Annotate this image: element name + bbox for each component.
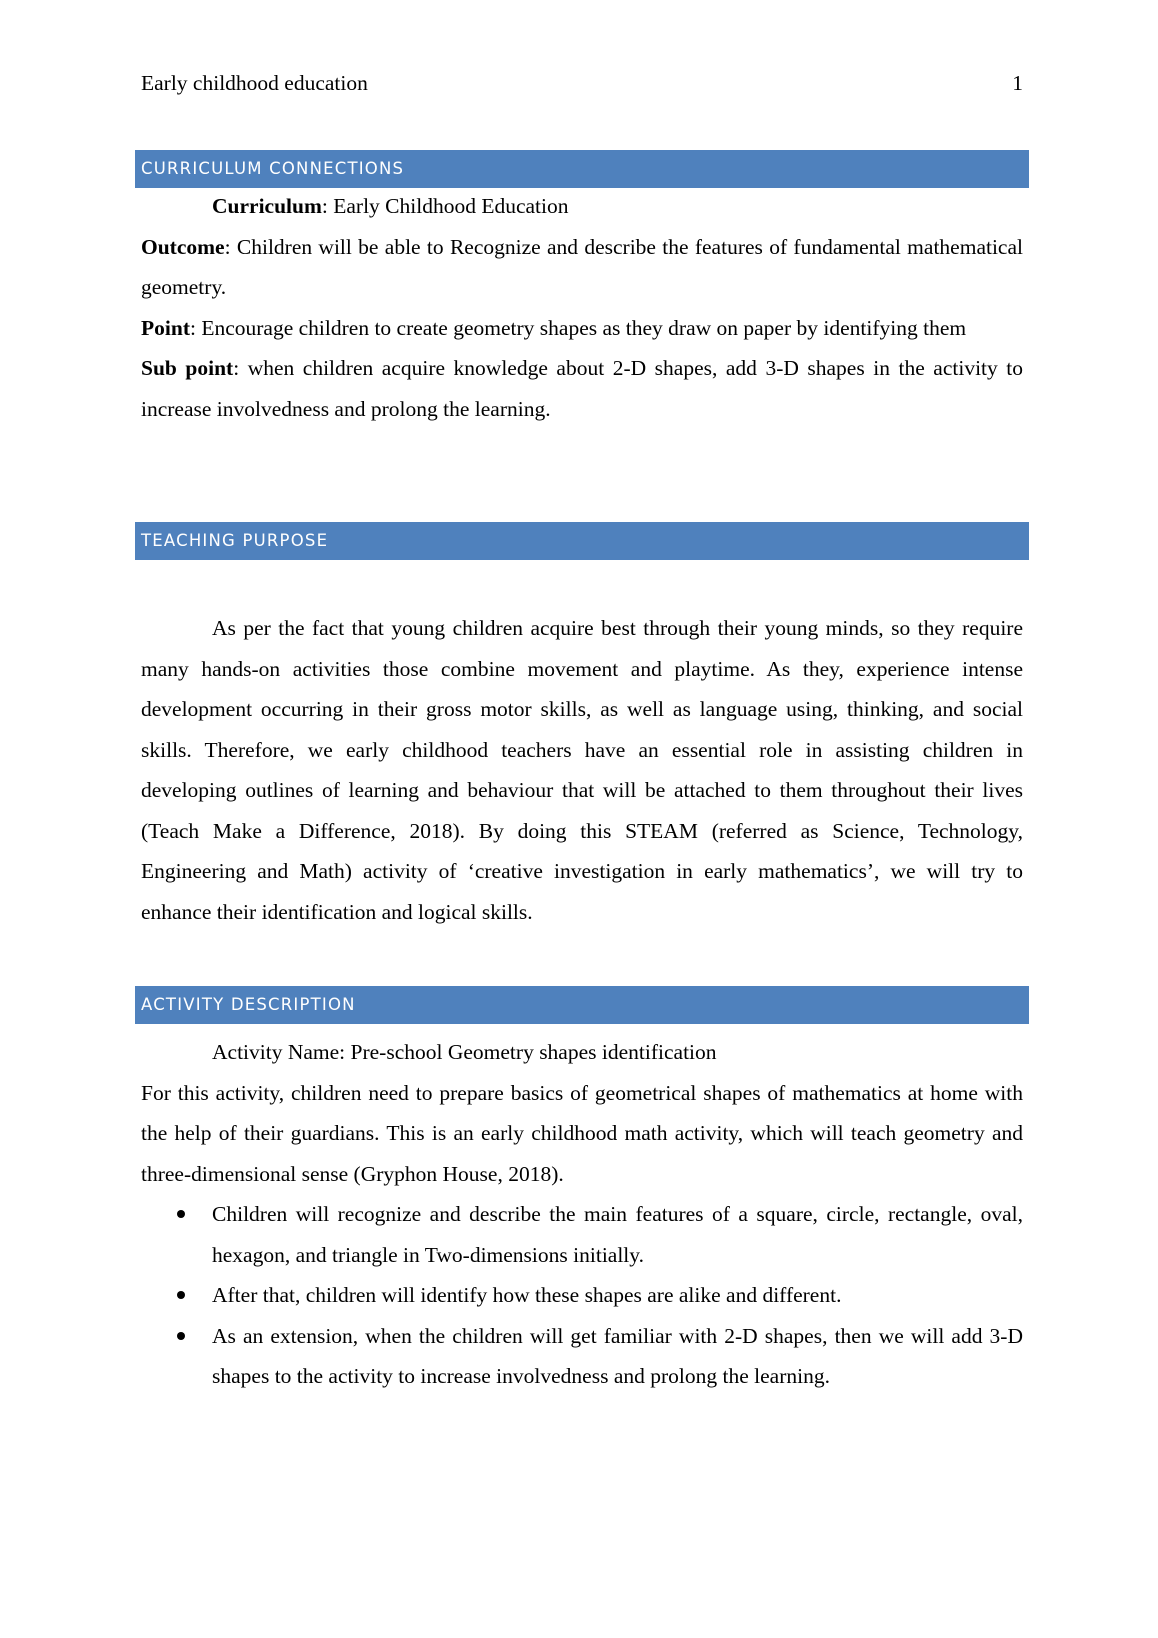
bullet-text: After that, children will identify how these shapes are alike and different. [212,1283,842,1307]
outcome-label: Outcome [141,234,225,259]
list-item [141,1316,1023,1397]
activity-section-body [141,1032,1023,1397]
running-header [141,68,1023,98]
activity-section-heading: ACTIVITY DESCRIPTION [135,986,1029,1024]
teaching-section-heading: TEACHING PURPOSE [135,522,1029,560]
subpoint-value: : when children acquire knowledge about 2-D shapes, add 3-D shapes in the activity to increase involvedness and prolong the learning. [141,356,1024,421]
curriculum-label: Curriculum [212,194,322,218]
activity-paragraph: For this activity, children need to prepare basics of geometrical shapes of mathematics at home with the help of their guardians. This is an early childhood math activity, which will teach geometry and three-dimensional sense (Gryphon House, 2018). [141,1080,1023,1186]
curriculum-section-body [141,186,1023,429]
teaching-section-body [141,608,1023,932]
subpoint-paragraph [141,348,1023,429]
list-item [141,1194,1023,1275]
activity-name-line: Activity Name: Pre-school Geometry shapes identification [212,1040,717,1064]
curriculum-value: : Early Childhood Education [321,194,569,218]
point-value: : Encourage children to create geometry shapes as they draw on paper by identifying them [189,315,967,340]
subpoint-label: Sub point [141,356,234,380]
bullet-icon [177,1210,185,1218]
bullet-text: As an extension, when the children will get familiar with 2-D shapes, then we will add 3-D shapes to the activity to increase involvedness and prolong the learning. [212,1323,1023,1388]
point-paragraph [141,308,1023,349]
curriculum-line [141,186,1023,227]
bullet-text: Children will recognize and describe the main features of a square, circle, rectangle, oval, hexagon, and triangle in Two-dimensions initially. [212,1202,1023,1267]
running-title: Early childhood education [141,71,368,95]
bullet-icon [177,1332,185,1340]
activity-bullet-list [141,1194,1023,1397]
page-number: 1 [1012,71,1023,95]
teaching-paragraph: As per the fact that young children acquire best through their young minds, so they require many hands-on activities those combine movement and playtime. As they, experience intense development occurring in their gross motor skills, as well as language using, thinking, and social skills. Therefore, we early childhood teachers have an essential role in assisting children in developing outlines of learning and behaviour that will be attached to them throughout their lives (Teach Make a Difference, 2018). By doing this STEAM (referred as Science, Technology, Engineering and Math) activity of ‘creative investigation in early mathematics’, we will try to enhance their identification and logical skills. [141,616,1023,924]
bullet-icon [177,1291,185,1299]
outcome-paragraph [141,227,1023,308]
outcome-value: : Children will be able to Recognize and describe the features of fundamental mathematical geometry. [141,234,1023,299]
list-item [141,1275,1023,1316]
curriculum-section-heading: CURRICULUM CONNECTIONS [135,150,1029,188]
point-label: Point [141,315,190,340]
